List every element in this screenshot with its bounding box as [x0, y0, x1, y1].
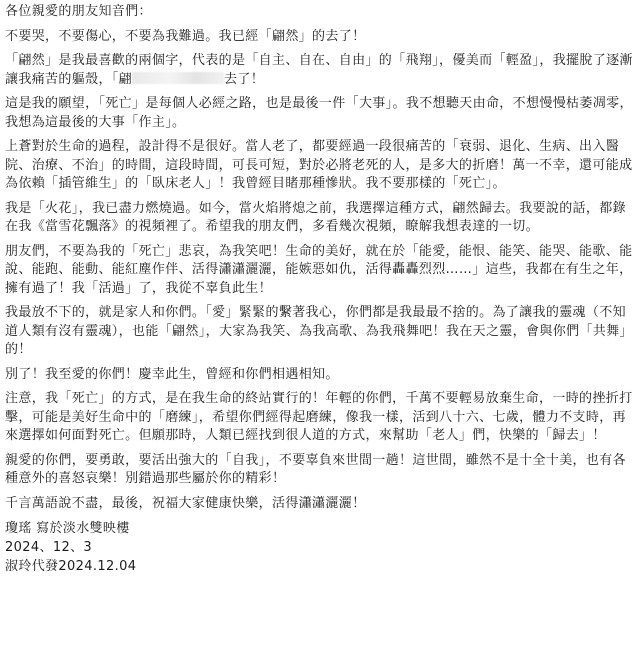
paragraph-2-text-b: 去了！	[224, 71, 265, 87]
paragraph-7: 我最放不下的，就是家人和你們。「愛」緊緊的繫著我心，你們都是我最最不捨的。為了讓我的靈魂（不知道人類有沒有靈魂），也能「翩然」，大家為我笑、為我高歌、為我飛舞吧！我在天之靈，會與你們「共舞」的！	[5, 305, 633, 357]
paragraph-2	[5, 52, 633, 89]
signature-date: 2024、12、3	[5, 540, 93, 555]
paragraph-11: 千言萬語說不盡，最後，祝福大家健康快樂，活得瀟瀟灑灑！	[5, 495, 366, 511]
paragraph-4: 上蒼對於生命的過程，設計得不是很好。當人老了，都要經過一段很痛苦的「衰弱、退化、生病、出入醫院、治療、不治」的時間，這段時間，可長可短，對於必將老死的人，是多大的折磨！萬一不幸，還可能成為依賴「插管維生」的「臥床老人」！我曾經目睹那種慘狀。我不要那樣的「死亡」。	[5, 139, 633, 191]
greeting: 各位親愛的朋友知音們：	[5, 4, 152, 19]
paragraph-9: 注意，我「死亡」的方式，是在我生命的終站實行的！年輕的你們，千萬不要輕易放棄生命，一時的挫折打擊，可能是美好生命中的「磨練」，希望你們經得起磨練，像我一樣，活到八十六、七歲，體力不支時，再來選擇如何面對死亡。但願那時，人類已經找到很人道的方式，來幫助「老人」們，快樂的「歸去」！	[5, 391, 633, 443]
paragraph-8: 別了！我至愛的你們！慶幸此生，曾經和你們相遇相知。	[5, 366, 339, 382]
paragraph-1: 不要哭，不要傷心，不要為我難過。我已經「翩然」的去了！	[5, 28, 366, 44]
redacted-blur	[132, 72, 224, 84]
paragraph-2-text-a: 「翩然」是我最喜歡的兩個字，代表的是「自主、自在、自由」的「飛翔」，優美而「輕盈」，我擺脫了逐漸讓我痛苦的軀殼，「翩	[5, 53, 633, 87]
paragraph-5: 我是「火花」，我已盡力燃燒過。如今，當火焰將熄之前，我選擇這種方式，翩然歸去。我要說的話，都錄在我《當雪花飄落》的視頻裡了。希望我的朋友們，多看幾次視頻，瞭解我想表達的一切。	[5, 200, 626, 234]
letter-post	[5, 3, 633, 576]
paragraph-10: 親愛的你們，要勇敢，要活出強大的「自我」，不要辜負來世間一趟！這世間，雖然不是十全十美，也有各種意外的喜怒哀樂！別錯過那些屬於你的精彩！	[5, 452, 626, 486]
paragraph-6: 朋友們，不要為我的「死亡」悲哀，為我笑吧！生命的美好，就在於「能愛，能恨、能笑、能哭、能歌、能說、能跑、能動、能紅塵作伴、活得瀟瀟灑灑，能嫉惡如仇，活得轟轟烈烈……」這些，我都在有生之年，擁有過了！我「活過」了，我從不辜負此生！	[5, 243, 633, 296]
signature-proxy: 淑玲代發2024.12.04	[5, 559, 137, 574]
signature-author: 瓊瑤 寫於淡水雙映樓	[5, 521, 130, 536]
paragraph-3: 這是我的願望，「死亡」是每個人必經之路，也是最後一件「大事」。我不想聽天由命，不想慢慢枯萎凋零，我想為這最後的大事「作主」。	[5, 96, 633, 130]
